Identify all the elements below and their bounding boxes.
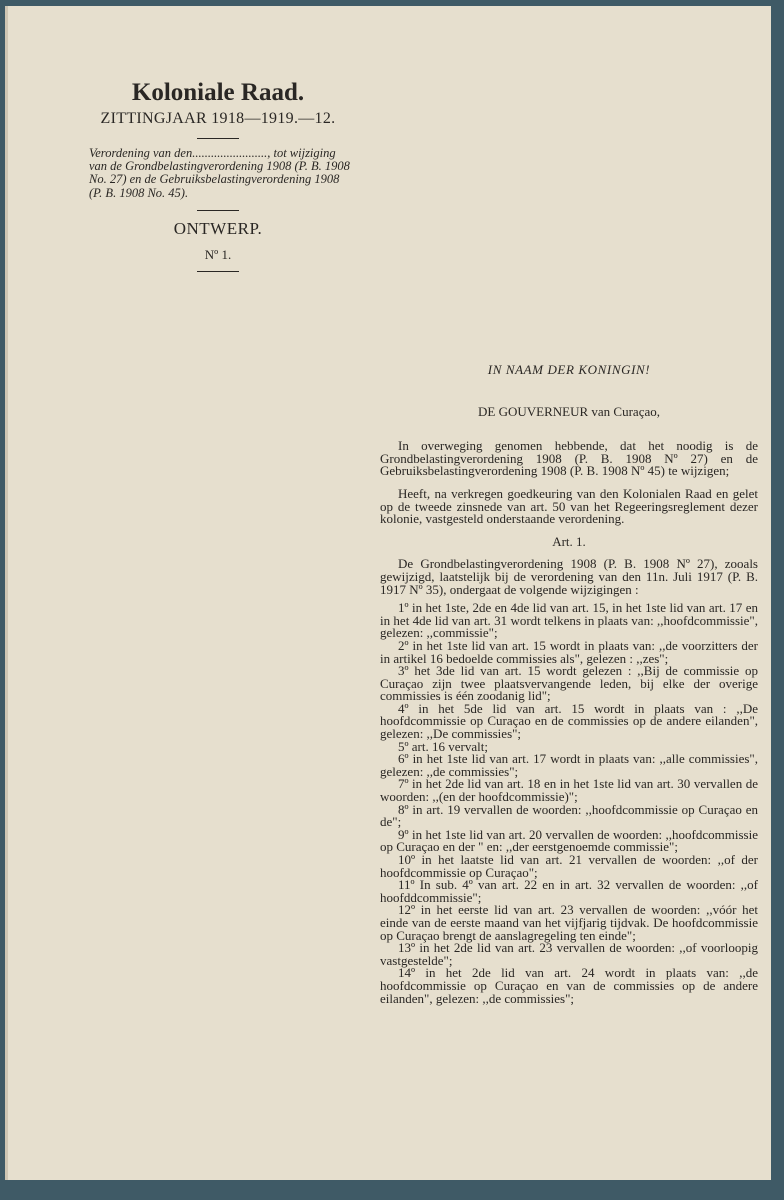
preamble-paragraph: Heeft, na verkregen goedkeuring van den Kolonialen Raad en gelet op de tweede zinsnede van art. 50 van het Regeeringsreglement dezer kolonie, vastgesteld onderstaande verordening. (380, 485, 758, 527)
divider (197, 138, 239, 139)
amendment-item: 10º in het laatste lid van art. 21 vervallen de woorden: ,,of der hoofdcommissie op Curaçao"; (380, 852, 758, 880)
ordinance-body (380, 364, 758, 1005)
invocation: IN NAAM DER KONINGIN! (487, 362, 651, 377)
amendment-item: 2º in het 1ste lid van art. 15 wordt in plaats van: ,,de voorzitters der in artikel 16 bedoelde commissies als", gelezen : ,,zes"; (380, 637, 758, 666)
amendment-item: 13º in het 2de lid van art. 23 vervallen de woorden: ,,of voorloopig vastgestelde"; (380, 940, 758, 968)
page-edge (5, 6, 8, 1180)
amendment-item: 8º in art. 19 vervallen de woorden: ,,hoofdcommissie op Curaçao en de"; (380, 801, 758, 830)
draft-number: Nº 1. (204, 246, 232, 262)
document-page (5, 6, 771, 1180)
amendment-item: 9º in het 1ste lid van art. 20 vervallen de woorden: ,,hoofdcommissie op Curaçao en der " en: ,,der eerstgenoemde commissie"; (380, 826, 758, 855)
article-heading: Art. 1. (552, 533, 586, 549)
amendment-item: 14º in het 2de lid van art. 24 wordt in plaats van: ,,de hoofdcommissie op Curaçao en van de commissies op de andere eilanden", gelezen: ,,de commissies"; (380, 965, 758, 1006)
article-intro: De Grondbelastingverordening 1908 (P. B. 1908 Nº 27), zooals gewijzigd, laatstelijk bij de verordening van den 11n. Juli 1917 (P. B. 1917 Nº 35), ondergaat de volgende wijzigingen : (380, 556, 758, 597)
divider (197, 210, 239, 211)
session-year: ZITTINGJAAR 1918—1919.—12. (100, 110, 336, 127)
divider (197, 271, 239, 272)
header-block (85, 78, 351, 280)
amendment-item: 1º in het 1ste, 2de en 4de lid van art. 15, in het 1ste lid van art. 17 en in het 4de lid van art. 31 wordt telkens in plaats van: ,,hoofdcommissie", gelezen: ,,commissie"; (380, 600, 758, 641)
amendment-item: 6º in het 1ste lid van art. 17 wordt in plaats van: ,,alle commissies", gelezen: ,,de commissies"; (380, 751, 758, 779)
preamble-paragraph: In overweging genomen hebbende, dat het noodig is de Grondbelastingverordening 1908 (P. B. 1908 Nº 27) en de Gebruiksbelastingverordening 1908 (P. B. 1908 Nº 45) te wijzigen; (380, 438, 758, 479)
amendment-item: 7º in het 2de lid van art. 18 en in het 1ste lid van art. 30 vervallen de woorden: ,,(en der hoofdcommissie)"; (380, 776, 758, 805)
ordinance-description: Verordening van den........................, tot wijziging van de Grondbelastingverordening 1908 (P. B. 1908 No. 27) en de Gebruiksbelastingverordening 1908 (P. B. 1908 No. 45). (89, 146, 350, 200)
amendment-item: 12º in het eerste lid van art. 23 vervallen de woorden: ,,vóór het einde van de eerste maand van het vijfjarig tijdvak. De hoofdcommissie op Curaçao brengt de aanslagregeling ten einde"; (380, 902, 758, 943)
draft-label: ONTWERP. (173, 218, 263, 238)
amendment-item: 4º in het 5de lid van art. 15 wordt in plaats van : ,,De hoofdcommissie op Curaçao en de commissies op de andere eilanden", gelezen: ,,De commissies"; (380, 700, 758, 742)
amendment-item: 11º In sub. 4º van art. 22 en in art. 32 vervallen de woorden: ,,of hoofddcommissie"; (380, 877, 758, 905)
governor-line: DE GOUVERNEUR van Curaçao, (478, 403, 660, 419)
amendment-item: 3º het 3de lid van art. 15 wordt gelezen : ,,Bij de commissie op Curaçao zijn twee plaatsvervangende leden, bij elke der overige commissies is één zoodanig lid"; (380, 663, 758, 704)
amendment-item: 5º art. 16 vervalt; (398, 738, 488, 754)
document-title: Koloniale Raad. (131, 79, 305, 106)
